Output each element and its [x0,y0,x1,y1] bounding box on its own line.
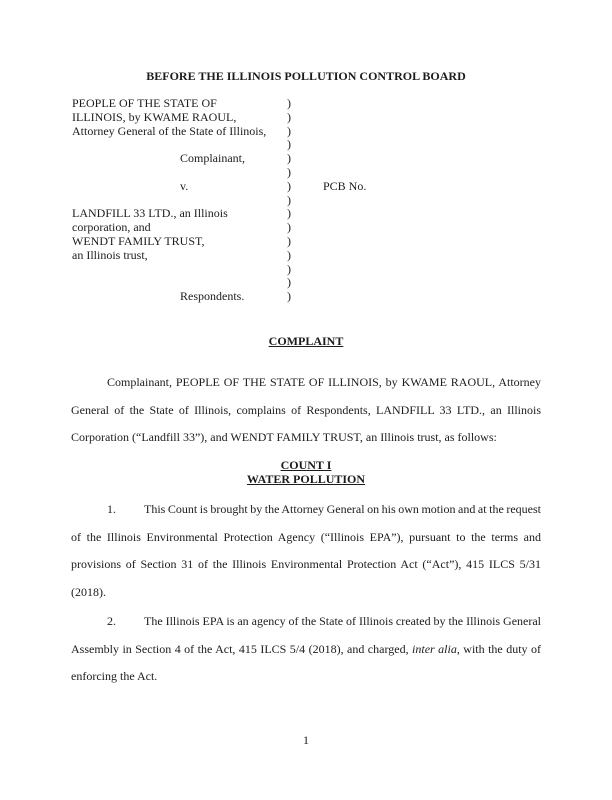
caption-row [72,221,492,235]
complaint-heading: COMPLAINT [268,334,344,348]
count-title-wrap [0,459,612,473]
caption-paren: ) [287,220,291,235]
versus-label: v. [180,178,189,193]
caption-row [72,152,492,166]
defendant-line: LANDFILL 33 LTD., an Illinois [72,206,228,221]
intro-line: Complainant, PEOPLE OF THE STATE OF ILLINOIS, by KWAME RAOUL, Attorney [107,375,541,389]
caption-paren: ) [287,123,291,138]
paragraph-line: enforcing the Act. [71,669,158,684]
paragraph-line: of the Illinois Environmental Protection Agency (“Illinois EPA”), pursuant to the terms and [71,529,541,544]
paragraph-line [71,608,541,636]
paragraph-text: Assembly in Section 4 of the Act, 415 ILCS 5/4 (2018), and charged, [71,641,413,656]
intro-line: General of the State of Illinois, complains of Respondents, LANDFILL 33 LTD., an Illinois [71,402,541,417]
caption-row [72,290,492,304]
paragraph-text: The Illinois EPA is an agency of the State of Illinois created by the Illinois General [144,614,541,628]
caption-row [72,207,492,221]
paragraph-line [71,636,541,664]
paragraph-line [71,496,541,524]
paragraph-number: 2. [107,614,116,628]
count-subtitle-wrap [0,473,612,487]
caption-paren: ) [287,261,291,276]
paragraph-number: 1. [107,502,116,516]
caption-paren: ) [287,109,291,124]
caption-paren: ) [287,192,291,207]
intro-paragraph [71,369,541,452]
caption-paren: ) [287,178,291,193]
board-header: BEFORE THE ILLINOIS POLLUTION CONTROL BOARD [146,69,466,83]
paragraph-line: provisions of Section 31 of the Illinois Environmental Protection Act (“Act”), 415 ILCS 5/31 [71,557,541,572]
caption-row [72,180,492,194]
caption-row [72,125,492,139]
count-heading [0,459,612,487]
paragraph-text: , with the duty of [456,641,541,656]
italic-phrase: inter alia [412,641,457,656]
caption-paren: ) [287,289,291,304]
caption-row [72,263,492,277]
defendant-line: corporation, and [72,220,151,235]
paragraph-line: (2018). [71,584,106,599]
caption-paren: ) [287,206,291,221]
defendant-role: Respondents. [180,289,245,304]
plaintiff-line: PEOPLE OF THE STATE OF [72,96,217,110]
paragraph-1 [71,496,541,606]
caption-row [72,111,492,125]
complaint-heading-wrap [0,335,612,349]
caption-row [72,97,492,111]
caption-paren: ) [287,96,291,110]
caption-row [72,138,492,152]
case-caption [72,97,492,304]
intro-line: Corporation (“Landfill 33”), and WENDT FAMILY TRUST, an Illinois trust, as follows: [71,430,497,445]
caption-row [72,249,492,263]
count-subtitle: WATER POLLUTION [246,471,366,486]
count-title: COUNT I [280,458,332,472]
caption-paren: ) [287,151,291,166]
caption-paren: ) [287,233,291,248]
caption-paren: ) [287,137,291,152]
caption-row [72,194,492,208]
defendant-line: WENDT FAMILY TRUST, [72,233,205,248]
caption-paren: ) [287,164,291,179]
plaintiff-line: Attorney General of the State of Illinois, [72,123,267,138]
caption-row [72,276,492,290]
defendant-line: an Illinois trust, [72,247,148,262]
caption-paren: ) [287,275,291,290]
paragraph-2 [71,608,541,691]
paragraph-text: This Count is brought by the Attorney General on his own motion and at the request [144,502,541,516]
docket-number-label: PCB No. [323,178,367,193]
caption-row [72,235,492,249]
caption-paren: ) [287,247,291,262]
plaintiff-line: ILLINOIS, by KWAME RAOUL, [72,109,237,124]
caption-row [72,166,492,180]
plaintiff-role: Complainant, [180,151,245,166]
page-number: 1 [303,733,309,747]
